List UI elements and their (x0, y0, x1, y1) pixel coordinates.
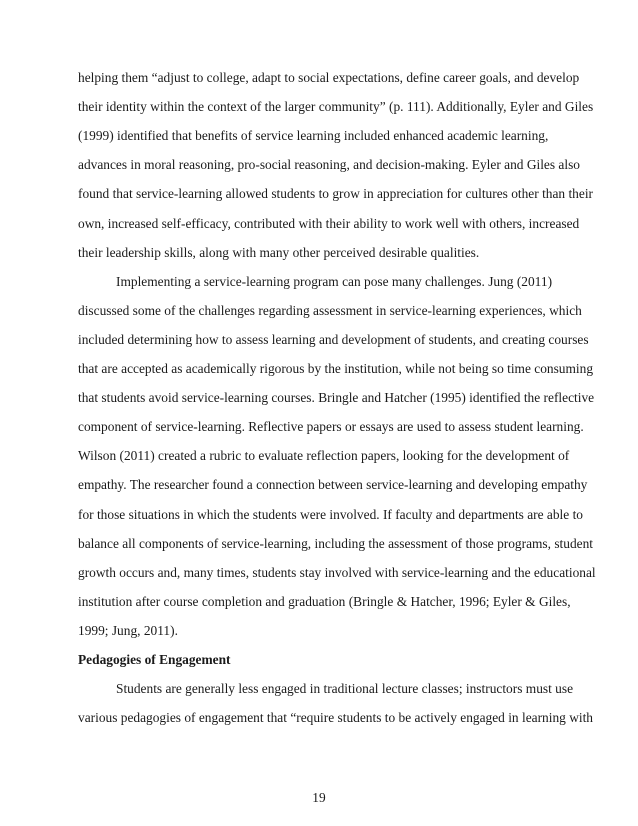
paragraph-line: institution after course completion and graduation (Bringle & Hatcher, 1996; Eyler & Giles, (78, 593, 571, 609)
paragraph-line: that are accepted as academically rigorous by the institution, while not being so time consuming (78, 361, 594, 376)
paragraph-line: Students are generally less engaged in traditional lecture classes; instructors must use (116, 681, 574, 697)
paragraph-line: Implementing a service-learning program can pose many challenges. Jung (2011) (116, 273, 553, 289)
paragraph-line: (1999) identified that benefits of service learning included enhanced academic learning, (78, 128, 549, 144)
paragraph-line: various pedagogies of engagement that “require students to be actively engaged in learning with (78, 710, 593, 726)
paragraph-line: empathy. The researcher found a connection between service-learning and developing empathy (78, 477, 588, 493)
paragraph-line: discussed some of the challenges regarding assessment in service-learning experiences, which (78, 302, 582, 318)
section-heading: Pedagogies of Engagement (78, 652, 231, 667)
paragraph-line: balance all components of service-learning, including the assessment of those programs, student (78, 535, 594, 551)
page-number: 19 (312, 790, 326, 805)
paragraph-line: found that service-learning allowed students to grow in appreciation for cultures other than their (78, 186, 594, 202)
paragraph-line: helping them “adjust to college, adapt to social expectations, define career goals, and develop (78, 70, 580, 85)
paragraph-line: own, increased self-efficacy, contributed with their ability to work well with others, increased (78, 215, 580, 231)
paragraph-line: Wilson (2011) created a rubric to evaluate reflection papers, looking for the development of (78, 448, 570, 464)
paragraph-line: component of service-learning. Reflective papers or essays are used to assess student learning. (78, 419, 584, 435)
paragraph-line: included determining how to assess learning and development of students, and creating courses (78, 331, 589, 347)
paragraph-line: their leadership skills, along with many other perceived desirable qualities. (78, 244, 480, 260)
paragraph-line: that students avoid service-learning courses. Bringle and Hatcher (1995) identified the reflective (78, 390, 595, 406)
paragraph-line: growth occurs and, many times, students stay involved with service-learning and the educational (78, 564, 596, 580)
paragraph-line: advances in moral reasoning, pro-social reasoning, and decision-making. Eyler and Giles also (78, 157, 580, 173)
paragraph-line: their identity within the context of the larger community” (p. 111). Additionally, Eyler and Giles (78, 99, 594, 115)
paragraph-line: for those situations in which the students were involved. If faculty and departments are able to (78, 506, 583, 522)
paragraph-line: 1999; Jung, 2011). (78, 622, 178, 638)
